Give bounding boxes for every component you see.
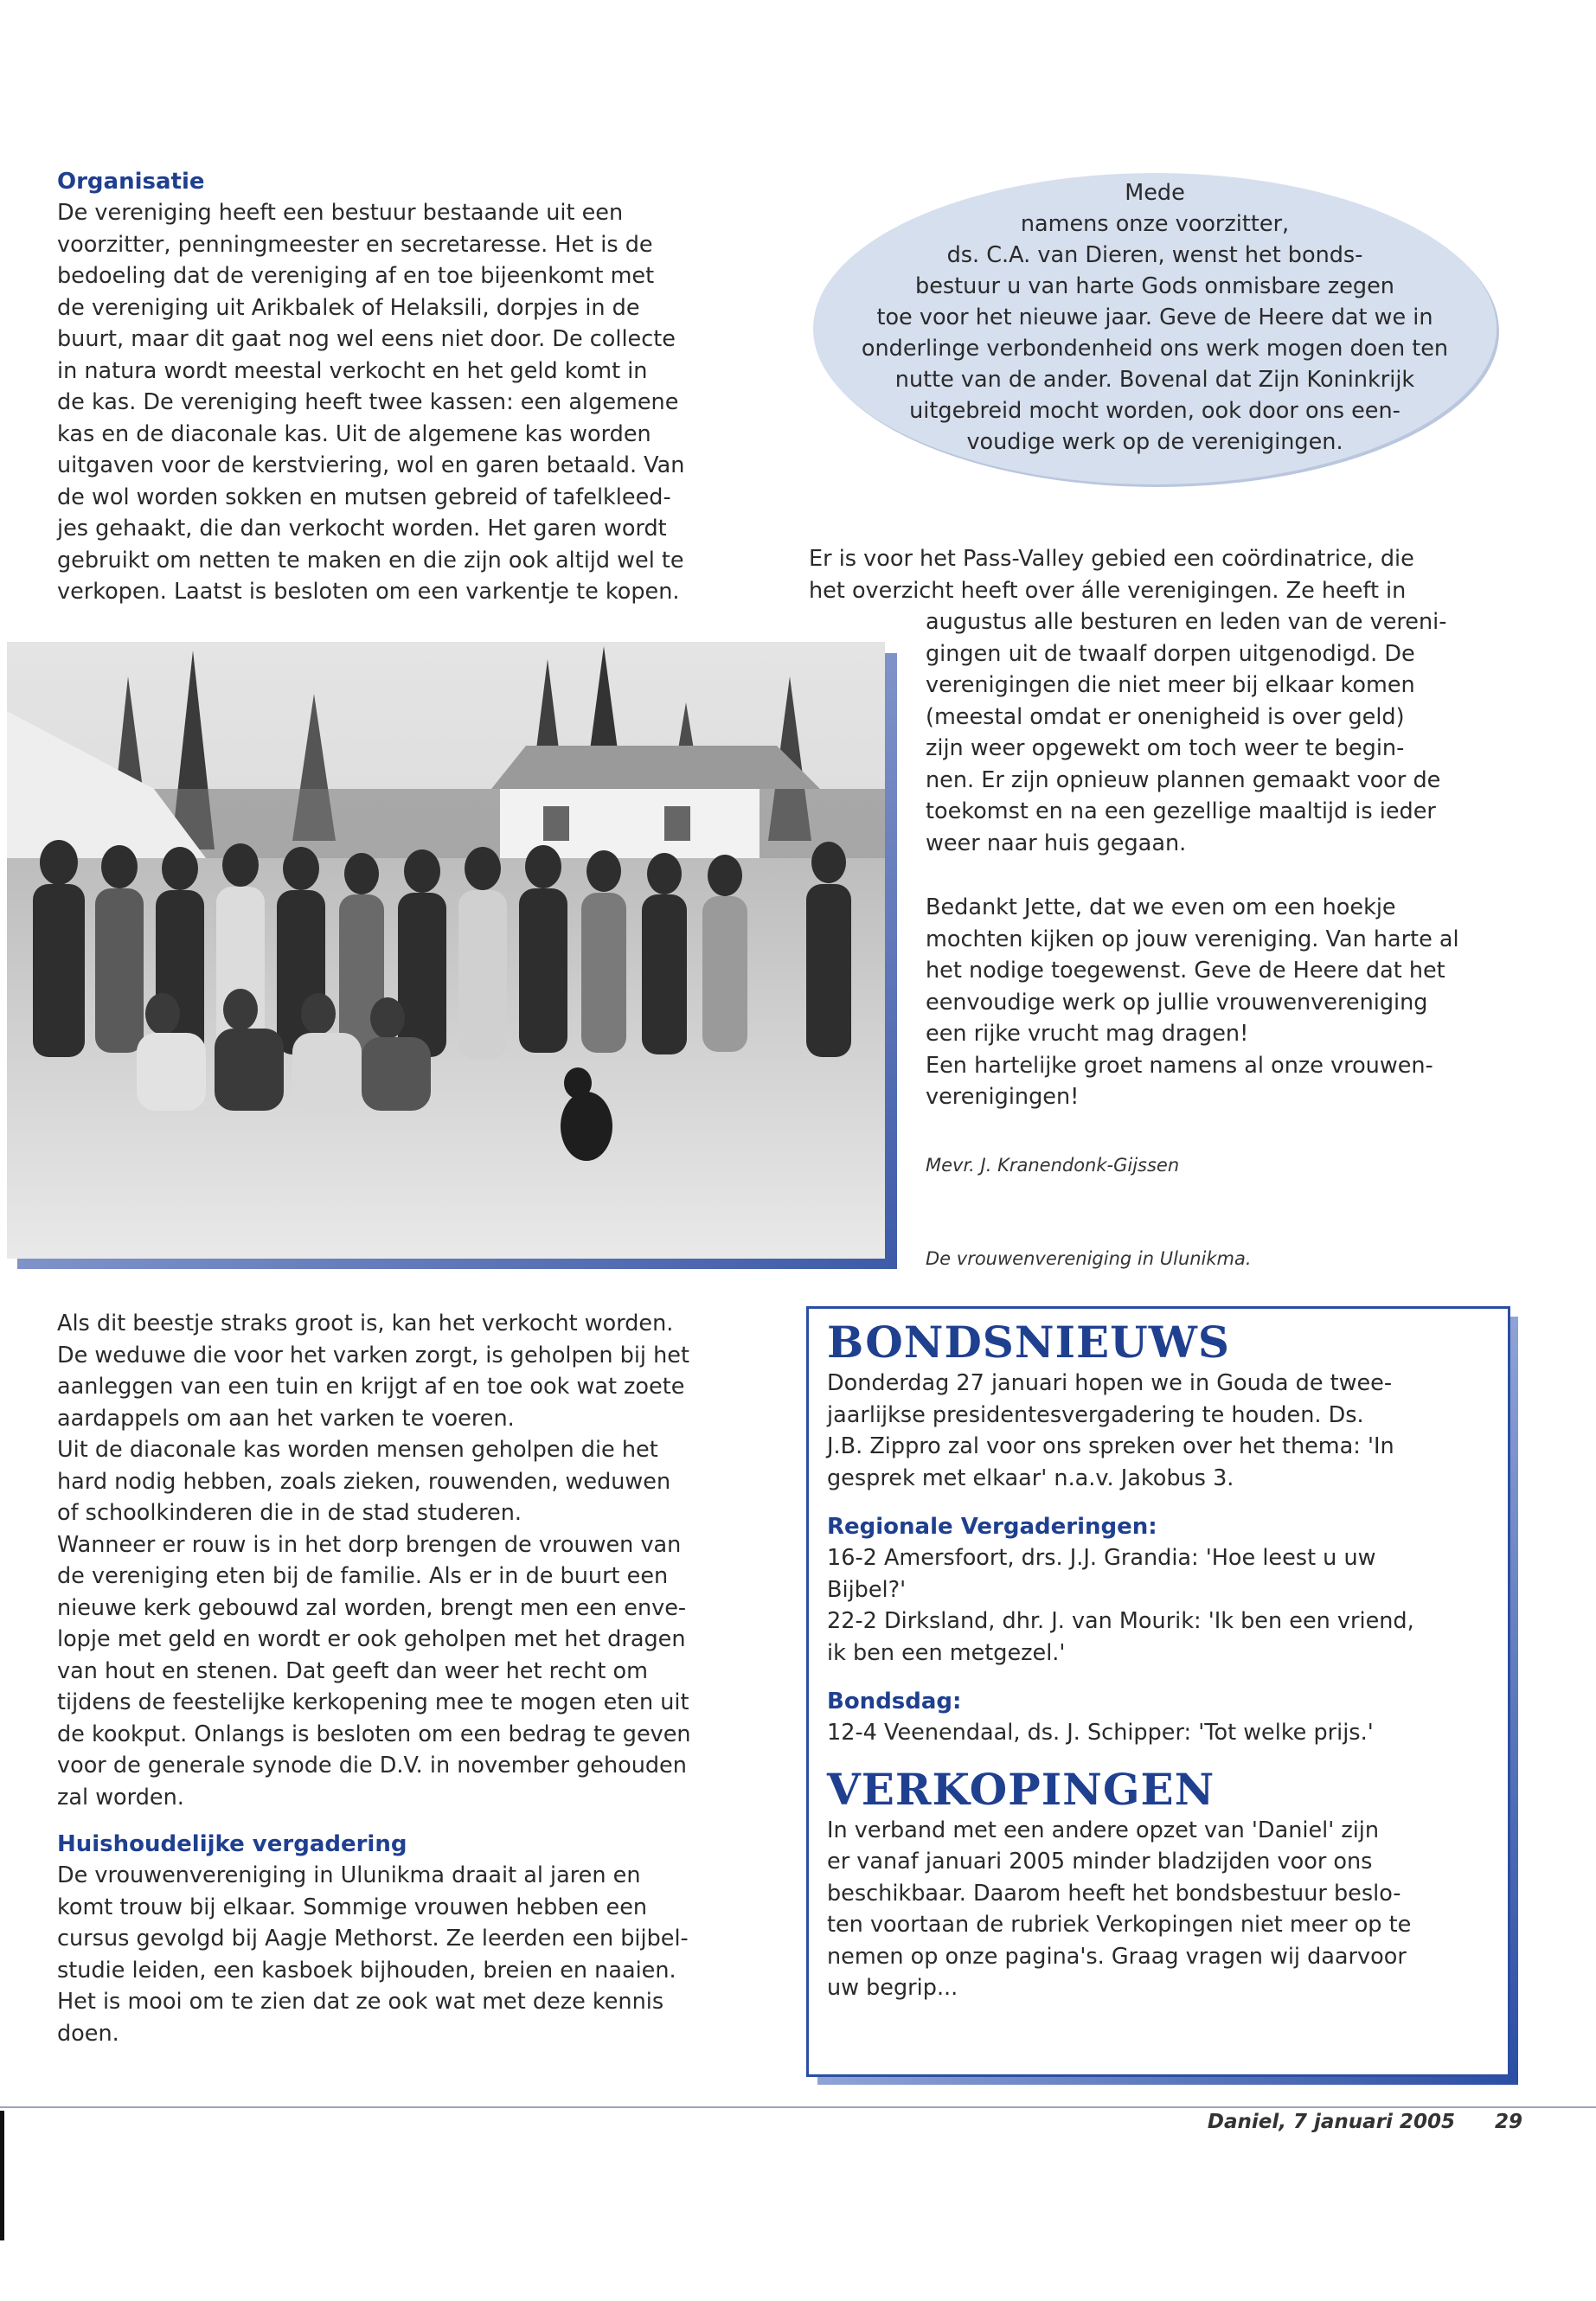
box-line: 12-4 Veenendaal, ds. J. Schipper: 'Tot welke prijs.' (827, 1720, 1374, 1746)
paragraph-line: Wanneer er rouw is in het dorp brengen de vrouwen van (57, 1531, 682, 1558)
paragraph-line: eenvoudige werk op jullie vrouwenvereniging (926, 989, 1428, 1016)
paragraph-line: nen. Er zijn opnieuw plannen gemaakt voor de (926, 766, 1441, 793)
paragraph-line: gingen uit de twaalf dorpen uitgenodigd. De (926, 640, 1415, 667)
greeting-line: ds. C.A. van Dieren, wenst het bonds- (946, 242, 1363, 268)
paragraph-line: Het is mooi om te zien dat ze ook wat met deze kennis (57, 1989, 664, 2015)
paragraph-line: De vrouwenvereniging in Ulunikma draait al jaren en (57, 1862, 641, 1888)
paragraph-line: voorzitter, penningmeester en secretaresse. Het is de (57, 231, 653, 258)
paragraph-line: jes gehaakt, die dan verkocht worden. Het garen wordt (57, 516, 667, 542)
paragraph-line: mochten kijken op jouw vereniging. Van harte al (926, 926, 1459, 952)
section-heading-organisatie: Organisatie (57, 169, 205, 195)
paragraph-line: in natura wordt meestal verkocht en het geld komt in (57, 357, 648, 384)
greeting-line: bestuur u van harte Gods onmisbare zegen (915, 273, 1394, 299)
paragraph-line: van hout en stenen. Dat geeft dan weer het recht om (57, 1657, 648, 1684)
article-pass-valley-cont (926, 606, 1531, 859)
photo-shadow (17, 1259, 897, 1269)
box-line: Bijbel?' (827, 1576, 907, 1603)
greeting-line: voudige werk op de verenigingen. (966, 429, 1343, 455)
paragraph-line: augustus alle besturen en leden van de vereni- (926, 609, 1447, 635)
paragraph-line: de kas. De vereniging heeft twee kassen: een algemene (57, 389, 679, 415)
box-line: beschikbaar. Daarom heeft het bondsbestuur beslo- (827, 1880, 1401, 1907)
box-line: Donderdag 27 januari hopen we in Gouda de twee- (827, 1370, 1393, 1396)
greeting-line: Mede (1125, 180, 1185, 206)
paragraph-line: Als dit beestje straks groot is, kan het verkocht worden. (57, 1311, 674, 1336)
paragraph-line: (meestal omdat er onenigheid is over geld) (926, 703, 1405, 730)
paragraph-line: doen. (57, 2020, 119, 2047)
paragraph-line: Er is voor het Pass-Valley gebied een coördinatrice, die (809, 546, 1414, 572)
paragraph-line: tijdens de feestelijke kerkopening mee te mogen eten uit (57, 1689, 689, 1715)
paragraph-line: aardappels om aan het varken te voeren. (57, 1405, 515, 1432)
section-heading-huishoudelijke: Huishoudelijke vergadering (57, 1831, 407, 1857)
paragraph-line: hard nodig hebben, zoals zieken, rouwenden, weduwen (57, 1468, 671, 1495)
paragraph-line: studie leiden, een kasboek bijhouden, breien en naaien. (57, 1957, 676, 1984)
page-footer (1073, 2111, 1522, 2133)
greeting-line: toe voor het nieuwe jaar. Geve de Heere dat we in (876, 304, 1433, 330)
paragraph-line: Een hartelijke groet namens al onze vrouwen- (926, 1052, 1433, 1079)
footer-rule (0, 2106, 1596, 2108)
paragraph-line: zijn weer opgewekt om toch weer te begin- (926, 735, 1405, 761)
paragraph-line: of schoolkinderen die in de stad studeren. (57, 1500, 522, 1526)
paragraph-line: het nodige toegewenst. Geve de Heere dat het (926, 958, 1445, 984)
paragraph-line: bedoeling dat de vereniging af en toe bijeenkomt met (57, 263, 655, 289)
box-line: In verband met een andere opzet van 'Daniel' zijn (827, 1817, 1380, 1843)
box-line: ten voortaan de rubriek Verkopingen niet meer op te (827, 1912, 1412, 1938)
paragraph-line: de wol worden sokken en mutsen gebreid of tafelkleed- (57, 484, 671, 510)
paragraph-line: voor de generale synode die D.V. in november gehouden (57, 1753, 687, 1779)
author-signature: Mevr. J. Kranendonk-Gijssen (926, 1155, 1180, 1176)
greeting-text (830, 177, 1479, 458)
box-line: 16-2 Amersfoort, drs. J.J. Grandia: 'Hoe leest u uw (827, 1545, 1376, 1571)
bondsdag-heading: Bondsdag: (827, 1689, 962, 1715)
paragraph-line: Bedankt Jette, dat we even om een hoekje (926, 894, 1396, 920)
paragraph-line: De vereniging heeft een bestuur bestaande uit een (57, 200, 624, 226)
box-line: jaarlijkse presidentesvergadering te houden. Ds. (827, 1401, 1364, 1428)
article-organisatie (57, 166, 775, 608)
paragraph-line: het overzicht heeft over álle verenigingen. Ze heeft in (809, 577, 1407, 604)
bondsnieuws-box (806, 1306, 1510, 2077)
paragraph-line: zal worden. (57, 1784, 184, 1811)
paragraph-line: verenigingen! (926, 1084, 1080, 1110)
paragraph-line: komt trouw bij elkaar. Sommige vrouwen hebben een (57, 1894, 648, 1920)
paragraph-line: aanleggen van een tuin en krijgt af en toe ook wat zoete (57, 1374, 685, 1400)
paragraph-line: de kookput. Onlangs is besloten om een bedrag te geven (57, 1721, 691, 1747)
paragraph-line: buurt, maar dit gaat nog wel eens niet door. De collecte (57, 326, 676, 352)
article-continuation (57, 1308, 775, 2049)
regional-heading: Regionale Vergaderingen: (827, 1514, 1157, 1540)
box-line: J.B. Zippro zal voor ons spreken over het thema: 'In (827, 1433, 1394, 1459)
page-number: 29 (1494, 2111, 1522, 2133)
article-pass-valley (809, 543, 1527, 606)
box-line: er vanaf januari 2005 minder bladzijden voor ons (827, 1849, 1373, 1875)
photo-shadow (885, 653, 897, 1267)
paragraph-line: een rijke vrucht mag dragen! (926, 1021, 1249, 1047)
greeting-line: nutte van de ander. Bovenal dat Zijn Koninkrijk (894, 367, 1415, 393)
paragraph-line: de vereniging uit Arikbalek of Helaksili, dorpjes in de (57, 294, 640, 321)
thanks-paragraph (926, 892, 1531, 1113)
paragraph-line: Uit de diaconale kas worden mensen geholpen die het (57, 1437, 658, 1463)
box-line: 22-2 Dirksland, dhr. J. van Mourik: 'Ik ben een vriend, (827, 1608, 1414, 1634)
greeting-line: uitgebreid mocht worden, ook door ons een- (909, 398, 1401, 424)
paragraph-line: kas en de diaconale kas. Uit de algemene kas worden (57, 420, 651, 447)
paragraph-line: nieuwe kerk gebouwd zal worden, brengt men een enve- (57, 1594, 687, 1621)
box-line: uw begrip... (827, 1975, 958, 2001)
greeting-line: onderlinge verbondenheid ons werk mogen doen ten (861, 336, 1449, 362)
page-edge-bar (0, 2111, 4, 2240)
paragraph-line: lopje met geld en wordt er ook geholpen met het dragen (57, 1626, 686, 1652)
box-line: ik ben een metgezel.' (827, 1639, 1066, 1666)
paragraph-line: verenigingen die niet meer bij elkaar komen (926, 672, 1415, 698)
paragraph-line: weer naar huis gegaan. (926, 830, 1187, 856)
publication-info: Daniel, 7 januari 2005 (1207, 2111, 1455, 2133)
verkopingen-title: VERKOPINGEN (827, 1763, 1215, 1815)
greeting-line: namens onze voorzitter, (1020, 211, 1290, 237)
box-line: nemen op onze pagina's. Graag vragen wij daarvoor (827, 1943, 1407, 1970)
paragraph-line: uitgaven voor de kerstviering, wol en garen betaald. Van (57, 452, 685, 478)
box-line: gesprek met elkaar' n.a.v. Jakobus 3. (827, 1465, 1234, 1491)
bondsnieuws-title: BONDSNIEUWS (827, 1317, 1230, 1368)
paragraph-line: de vereniging eten bij de familie. Als er in de buurt een (57, 1563, 669, 1589)
paragraph-line: gebruikt om netten te maken en die zijn ook altijd wel te (57, 547, 684, 574)
group-photo (7, 642, 885, 1259)
paragraph-line: verkopen. Laatst is besloten om een varkentje te kopen. (57, 579, 680, 605)
paragraph-line: toekomst en na een gezellige maaltijd is ieder (926, 798, 1436, 824)
paragraph-line: De weduwe die voor het varken zorgt, is geholpen bij het (57, 1342, 689, 1368)
group-photo-illustration (7, 642, 885, 1259)
photo-caption: De vrouwenvereniging in Ulunikma. (926, 1248, 1252, 1269)
paragraph-line: cursus gevolgd bij Aagje Methorst. Ze leerden een bijbel- (57, 1926, 689, 1952)
